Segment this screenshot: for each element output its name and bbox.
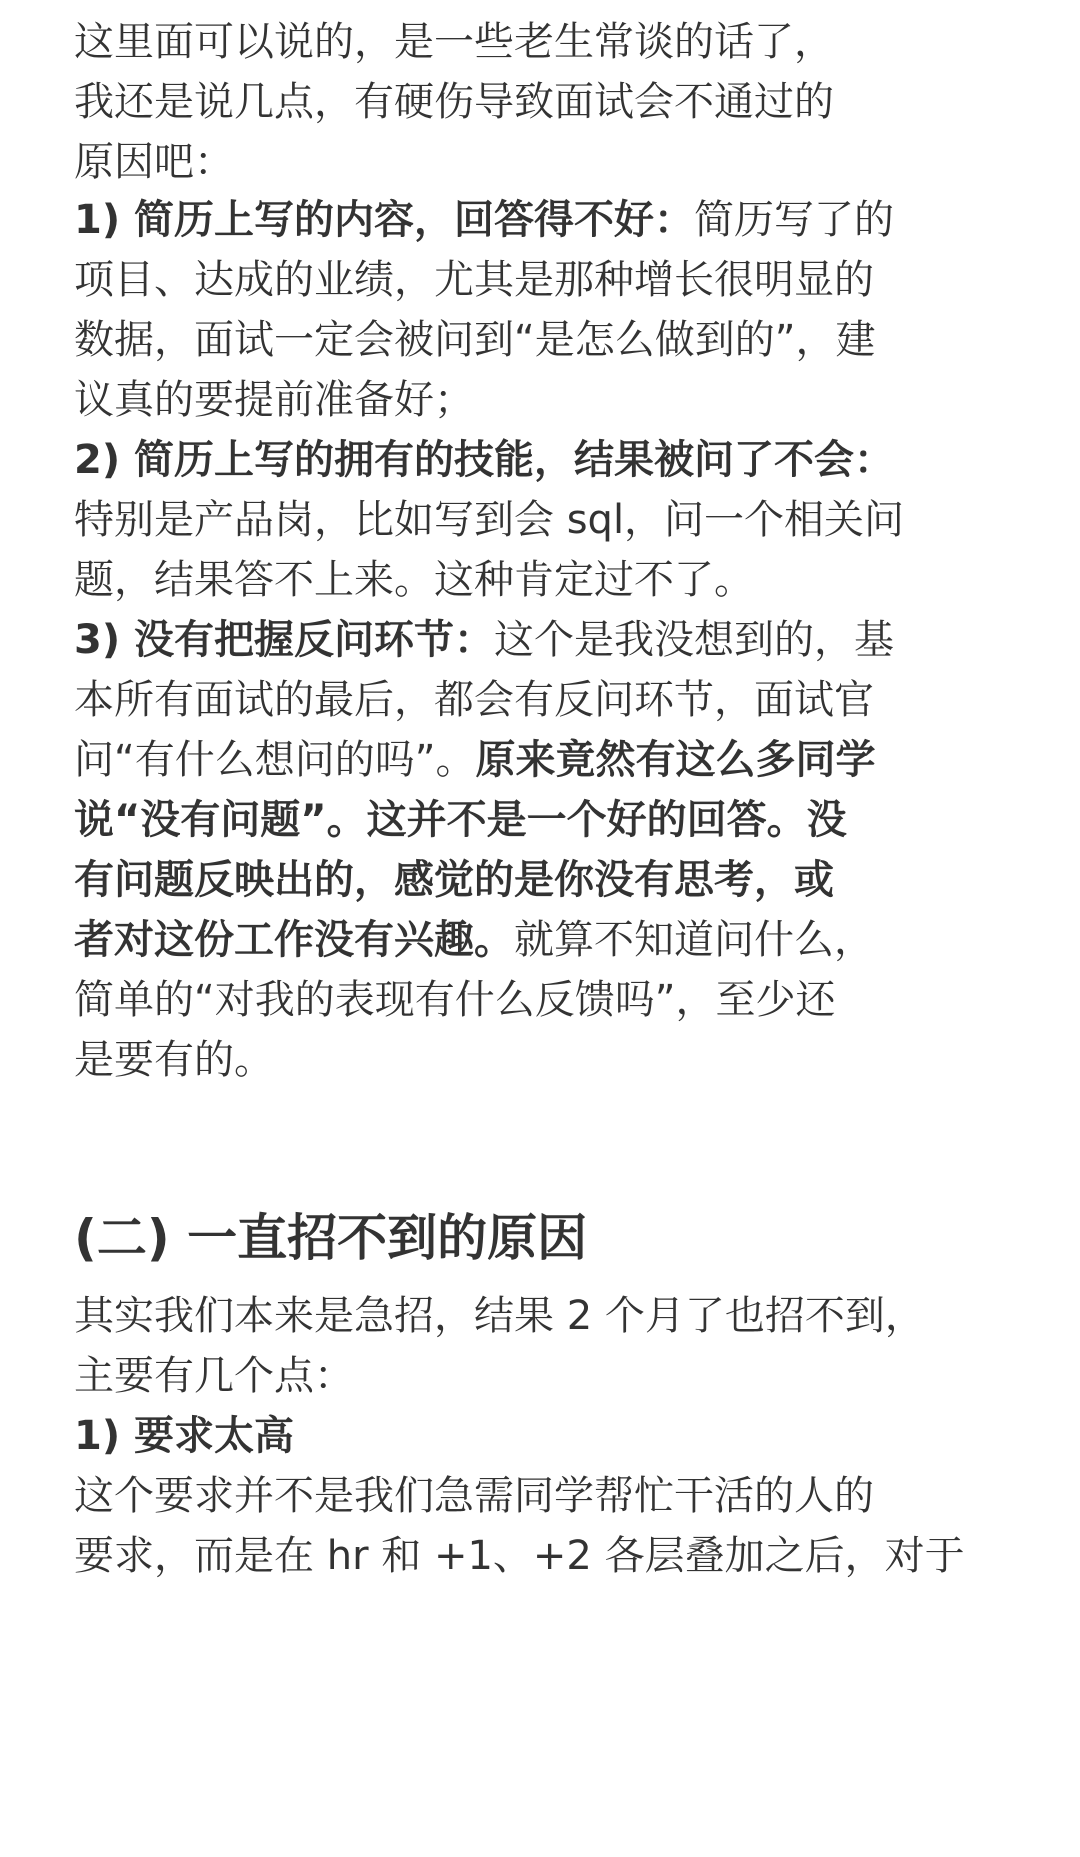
paragraph-line: 特别是产品岗，比如写到会 sql，问一个相关问	[74, 497, 905, 543]
paragraph-line: 题，结果答不上来。这种肯定过不了。	[74, 557, 754, 603]
emphasis-text: 者对这份工作没有兴趣。	[74, 917, 514, 963]
point-3-text: 这个是我没想到的，基	[494, 617, 895, 663]
paragraph-line: 本所有面试的最后，都会有反问环节，面试官	[74, 677, 874, 723]
emphasis-line: 有问题反映出的，感觉的是你没有思考，或	[74, 857, 834, 903]
paragraph-line: 我还是说几点，有硬伤导致面试会不通过的	[74, 79, 834, 125]
point-3-title: 3) 没有把握反问环节：	[74, 617, 495, 663]
paragraph-line: 项目、达成的业绩，尤其是那种增长很明显的	[74, 257, 874, 303]
point-1-line	[74, 196, 894, 244]
point-1-title: 1) 简历上写的内容，回答得不好：	[74, 197, 695, 243]
section-heading: (二) 一直招不到的原因	[74, 1209, 588, 1267]
paragraph-line: 简单的“对我的表现有什么反馈吗”，至少还	[74, 977, 836, 1023]
paragraph-line: 主要有几个点：	[74, 1353, 354, 1399]
sub-point-1-title: 1) 要求太高	[74, 1413, 295, 1459]
paragraph-line: 原因吧：	[74, 139, 234, 185]
emphasis-text: 原来竟然有这么多同学	[475, 737, 876, 783]
paragraph-line: 数据，面试一定会被问到“是怎么做到的”，建	[74, 317, 876, 363]
point-3-line	[74, 616, 894, 664]
paragraph-line: 要求，而是在 hr 和 +1、+2 各层叠加之后，对于	[74, 1533, 965, 1579]
paragraph-line	[74, 736, 875, 784]
paragraph-text: 问“有什么想问的吗”。	[74, 737, 476, 783]
point-2-title: 2) 简历上写的拥有的技能，结果被问了不会：	[74, 437, 895, 483]
point-1-text: 简历写了的	[694, 197, 895, 243]
paragraph-line: 其实我们本来是急招，结果 2 个月了也招不到，	[74, 1293, 925, 1339]
paragraph-line: 这个要求并不是我们急需同学帮忙干活的人的	[74, 1473, 874, 1519]
paragraph-line: 是要有的。	[74, 1037, 274, 1083]
emphasis-line: 说“没有问题”。这并不是一个好的回答。没	[74, 797, 847, 843]
paragraph-text: 就算不知道问什么，	[514, 917, 874, 963]
paragraph-line	[74, 916, 874, 964]
paragraph-line: 这里面可以说的，是一些老生常谈的话了，	[74, 19, 834, 65]
paragraph-line: 议真的要提前准备好；	[74, 377, 474, 423]
